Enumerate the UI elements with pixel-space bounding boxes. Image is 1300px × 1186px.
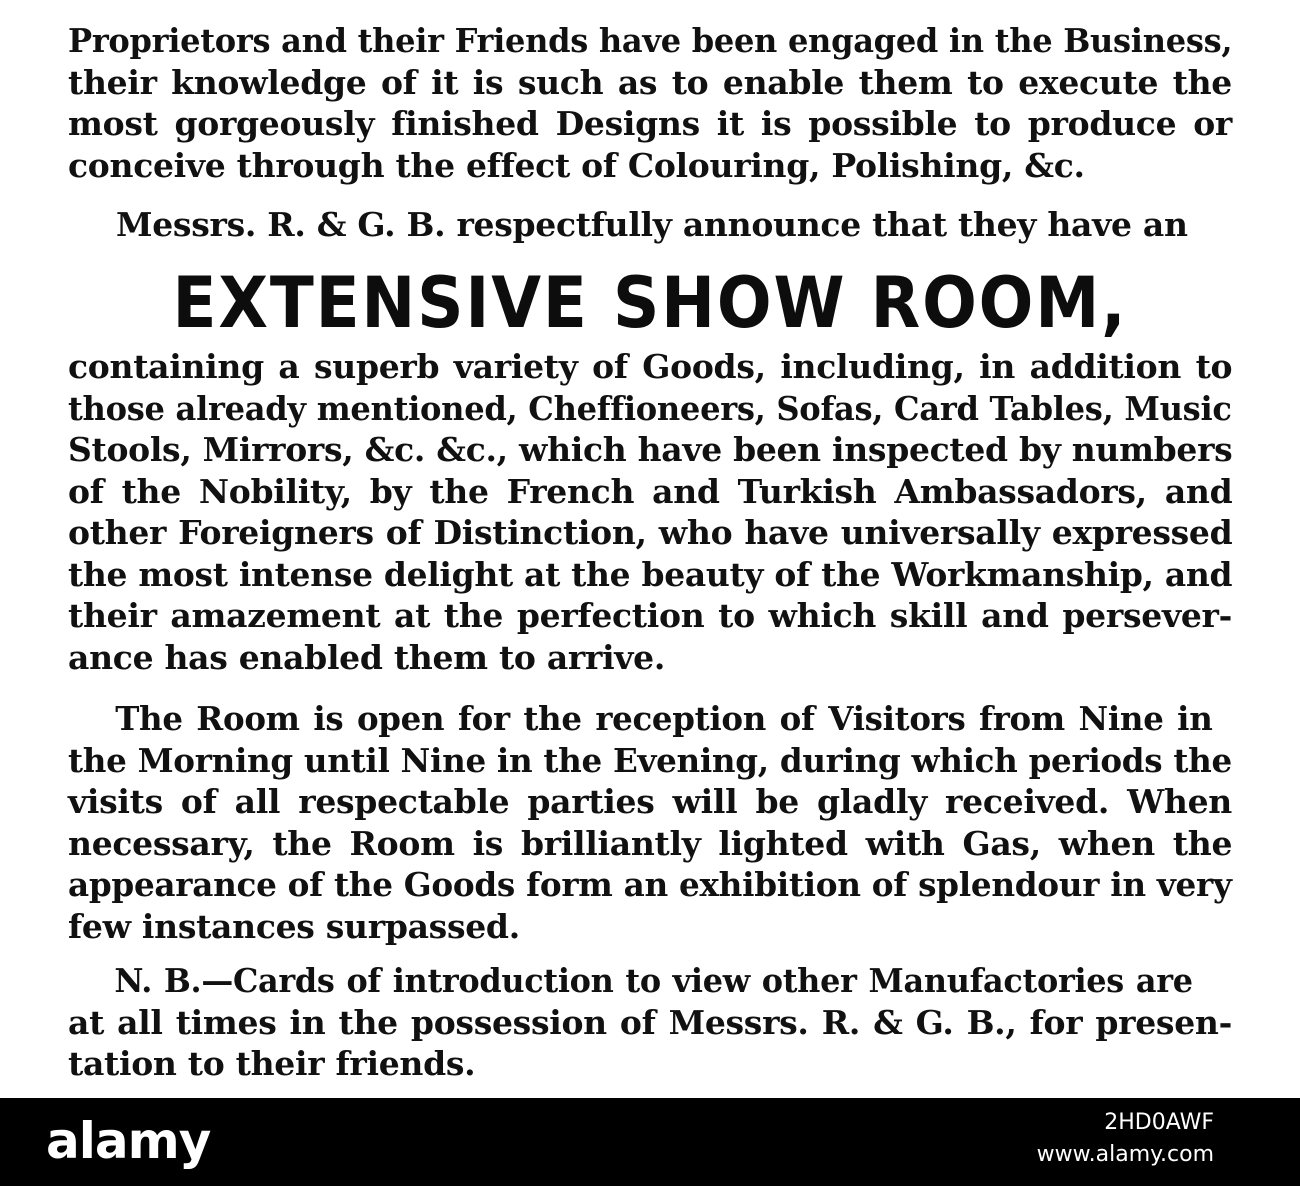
paragraph-business-intro — [68, 20, 1232, 186]
text-line: the most intense delight at the beauty of the Workmanship, and — [68, 554, 1233, 594]
text-line: Messrs. R. & G. B. respectfully announce that they have an — [116, 205, 1188, 244]
text-line: at all times in the possession of Messrs. R. & G. B., for presen- — [68, 1002, 1232, 1042]
text-line: containing a superb variety of Goods, including, in addition to — [68, 347, 1233, 386]
text-line: necessary, the Room is brilliantly lighted with Gas, when the — [68, 823, 1233, 863]
text-line: few instances surpassed. — [68, 906, 520, 946]
text-line: The Room is open for the reception of Visitors from Nine in — [115, 699, 1213, 738]
text-line: Stools, Mirrors, &c. &c., which have been inspected by numbers — [68, 430, 1233, 469]
text-line: their knowledge of it is such as to enable them to execute the — [68, 62, 1232, 102]
paragraph-nota-bene — [68, 960, 1232, 1085]
text-line: appearance of the Goods form an exhibition of splendour in very — [68, 865, 1232, 904]
text-line: N. B.—Cards of introduction to view other Manufactories are — [114, 961, 1193, 1000]
text-line: conceive through the effect of Colouring, Polishing, &c. — [68, 145, 1085, 185]
text-line: their amazement at the perfection to which skill and persever- — [68, 596, 1232, 635]
text-line: other Foreigners of Distinction, who have universally expressed — [68, 513, 1233, 552]
text-line: most gorgeously finished Designs it is possible to produce or — [68, 104, 1232, 143]
site-url-label: www.alamy.com — [1036, 1142, 1214, 1167]
text-line: those already mentioned, Cheffioneers, Sofas, Card Tables, Music — [68, 388, 1232, 428]
text-line: of the Nobility, by the French and Turkish Ambassadors, and — [68, 471, 1233, 511]
image-id-label: 2HD0AWF — [1104, 1110, 1214, 1135]
text-line: Proprietors and their Friends have been engaged in the Business, — [68, 21, 1233, 60]
alamy-logo: alamy — [46, 1112, 211, 1170]
text-line: the Morning until Nine in the Evening, during which periods the — [68, 740, 1232, 780]
text-line: visits of all respectable parties will be gladly received. When — [68, 782, 1233, 821]
headline-show-room: EXTENSIVE SHOW ROOM, — [172, 262, 1128, 344]
text-line: ance has enabled them to arrive. — [68, 637, 666, 677]
paragraph-announcement — [68, 204, 1232, 246]
paragraph-goods-description — [68, 346, 1232, 678]
text-line: tation to their friends. — [68, 1044, 476, 1083]
paragraph-opening-hours — [68, 698, 1232, 947]
